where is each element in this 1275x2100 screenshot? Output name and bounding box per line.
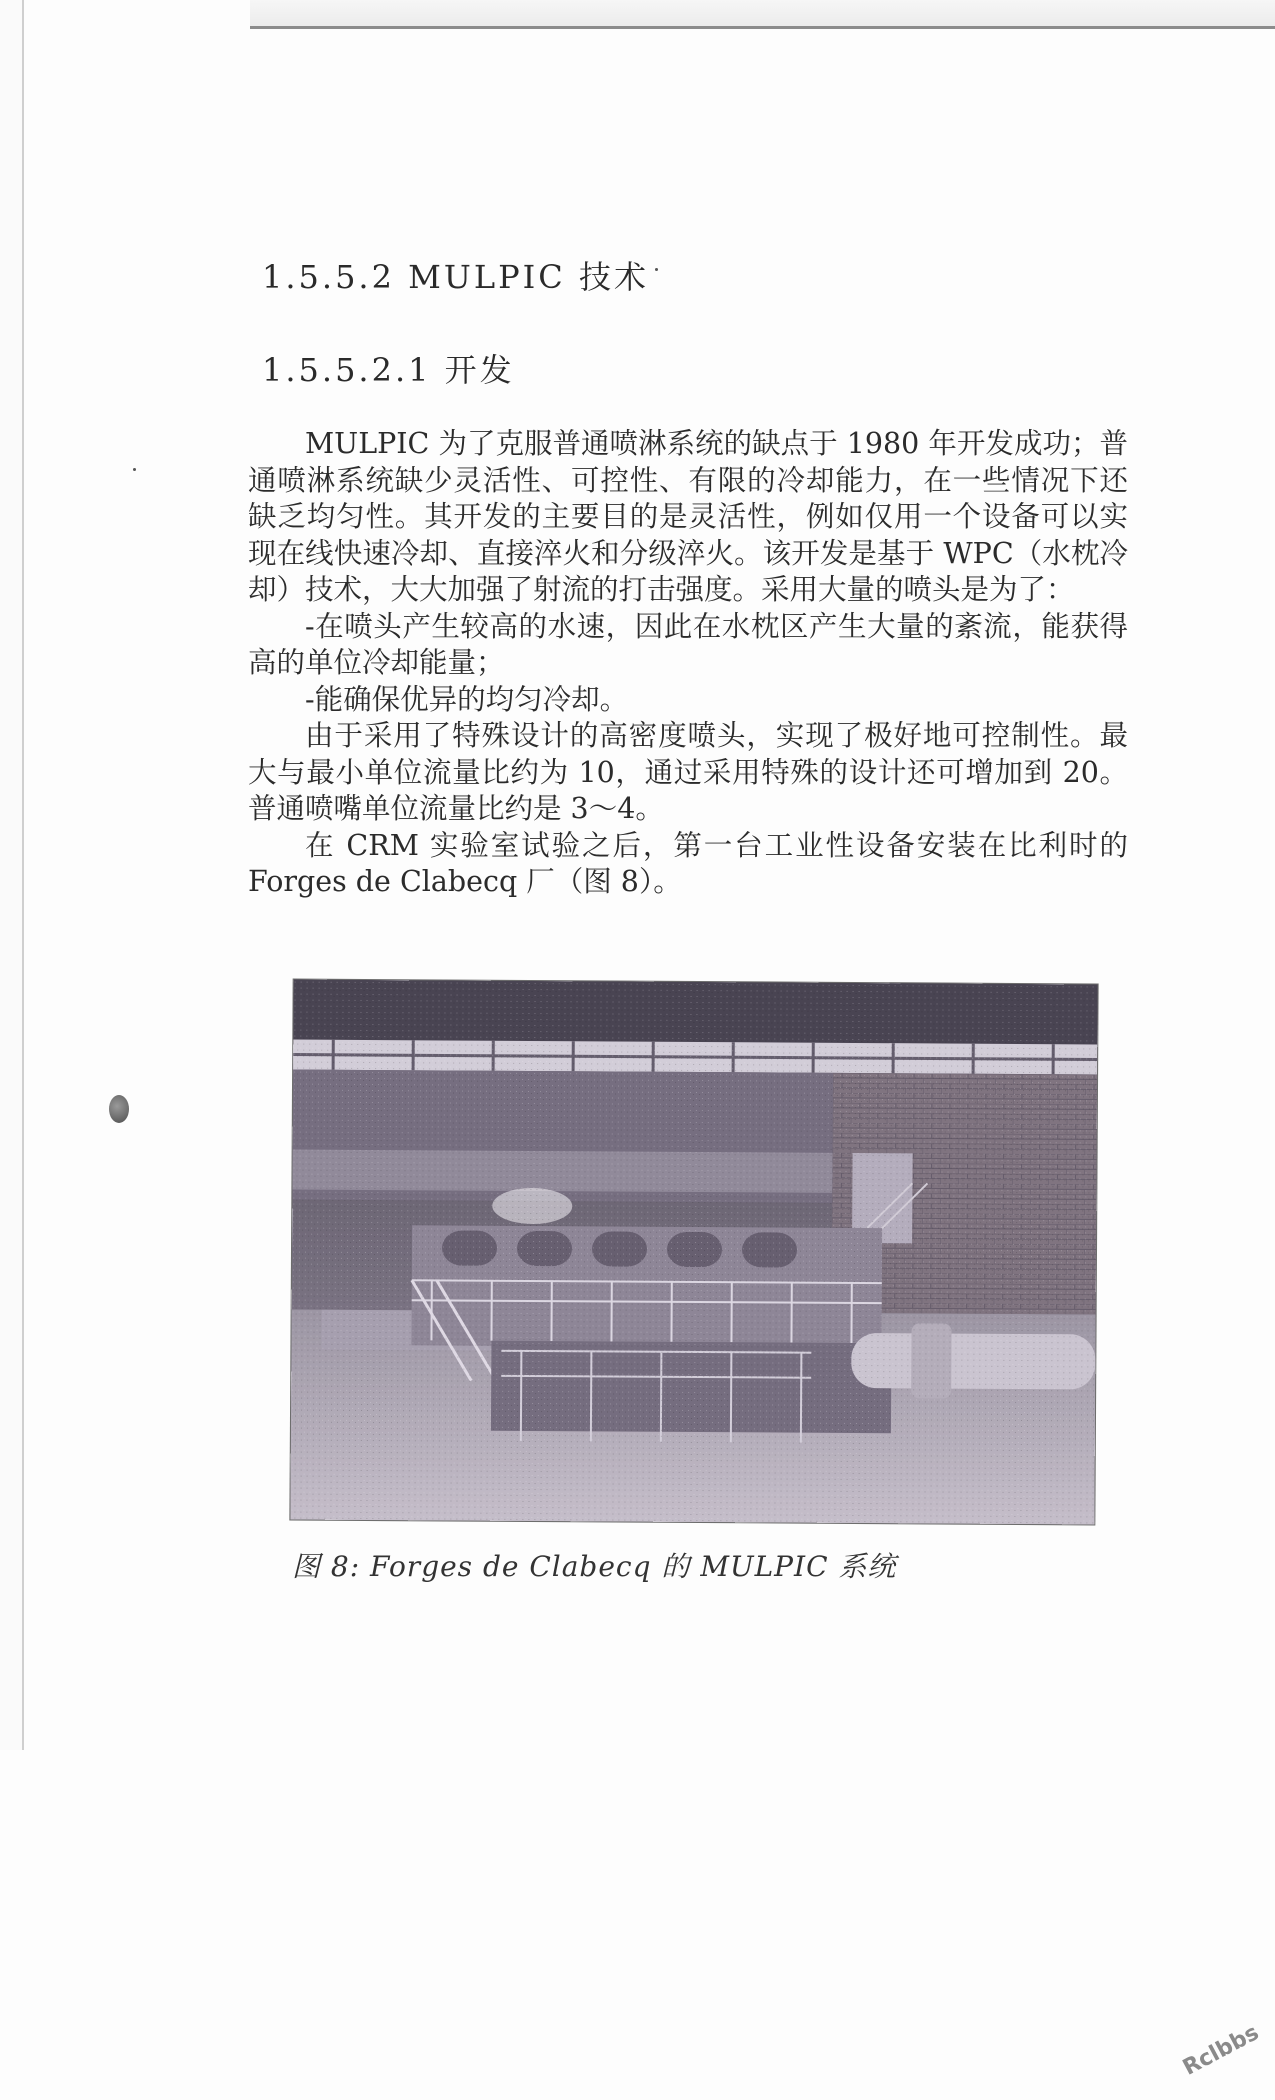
paragraph-controllability: 由于采用了特殊设计的高密度喷头，实现了极好地可控制性。最大与最小单位流量比约为 10，通过采用特殊的设计还可增加到 20。普通喷嘴单位流量比约是 3～4。 xyxy=(248,719,1128,825)
scan-top-edge xyxy=(250,0,1275,29)
scan-left-edge xyxy=(0,0,24,1750)
paragraph-bullet-1: -在喷头产生较高的水速，因此在水枕区产生大量的紊流，能获得高的单位冷却能量； xyxy=(248,609,1128,679)
figure-photo-mulpic-plant xyxy=(290,980,1097,1525)
paragraph-installation: 在 CRM 实验室试验之后，第一台工业性设备安装在比利时的 Forges de Clabecq 厂（图 8）。 xyxy=(248,828,1128,898)
section-heading: 1.5.5.2 MULPIC 技术 xyxy=(262,258,649,296)
scan-speck xyxy=(133,468,136,471)
plant-photo xyxy=(290,980,1097,1525)
paragraph-bullet-2: -能确保优异的均匀冷却。 xyxy=(305,682,629,716)
body-text xyxy=(248,426,1128,901)
punch-hole-mark xyxy=(109,1095,129,1123)
subsection-heading: 1.5.5.2.1 开发 xyxy=(262,351,515,389)
watermark-stamp: Rclbbs xyxy=(1178,2020,1264,2081)
paragraph-intro: MULPIC 为了克服普通喷淋系统的缺点于 1980 年开发成功；普通喷淋系统缺少灵活性、可控性、有限的冷却能力，在一些情况下还缺乏均匀性。其开发的主要目的是灵活性，例如仅用一个设备可以实现在线快速冷却、直接淬火和分级淬火。该开发是基于 WPC（水枕冷却）技术，大大加强了射流的打击强度。采用大量的喷头是为了： xyxy=(248,427,1128,606)
figure-caption: 图 8: Forges de Clabecq 的 MULPIC 系统 xyxy=(292,1550,897,1583)
scan-speck xyxy=(655,268,658,271)
